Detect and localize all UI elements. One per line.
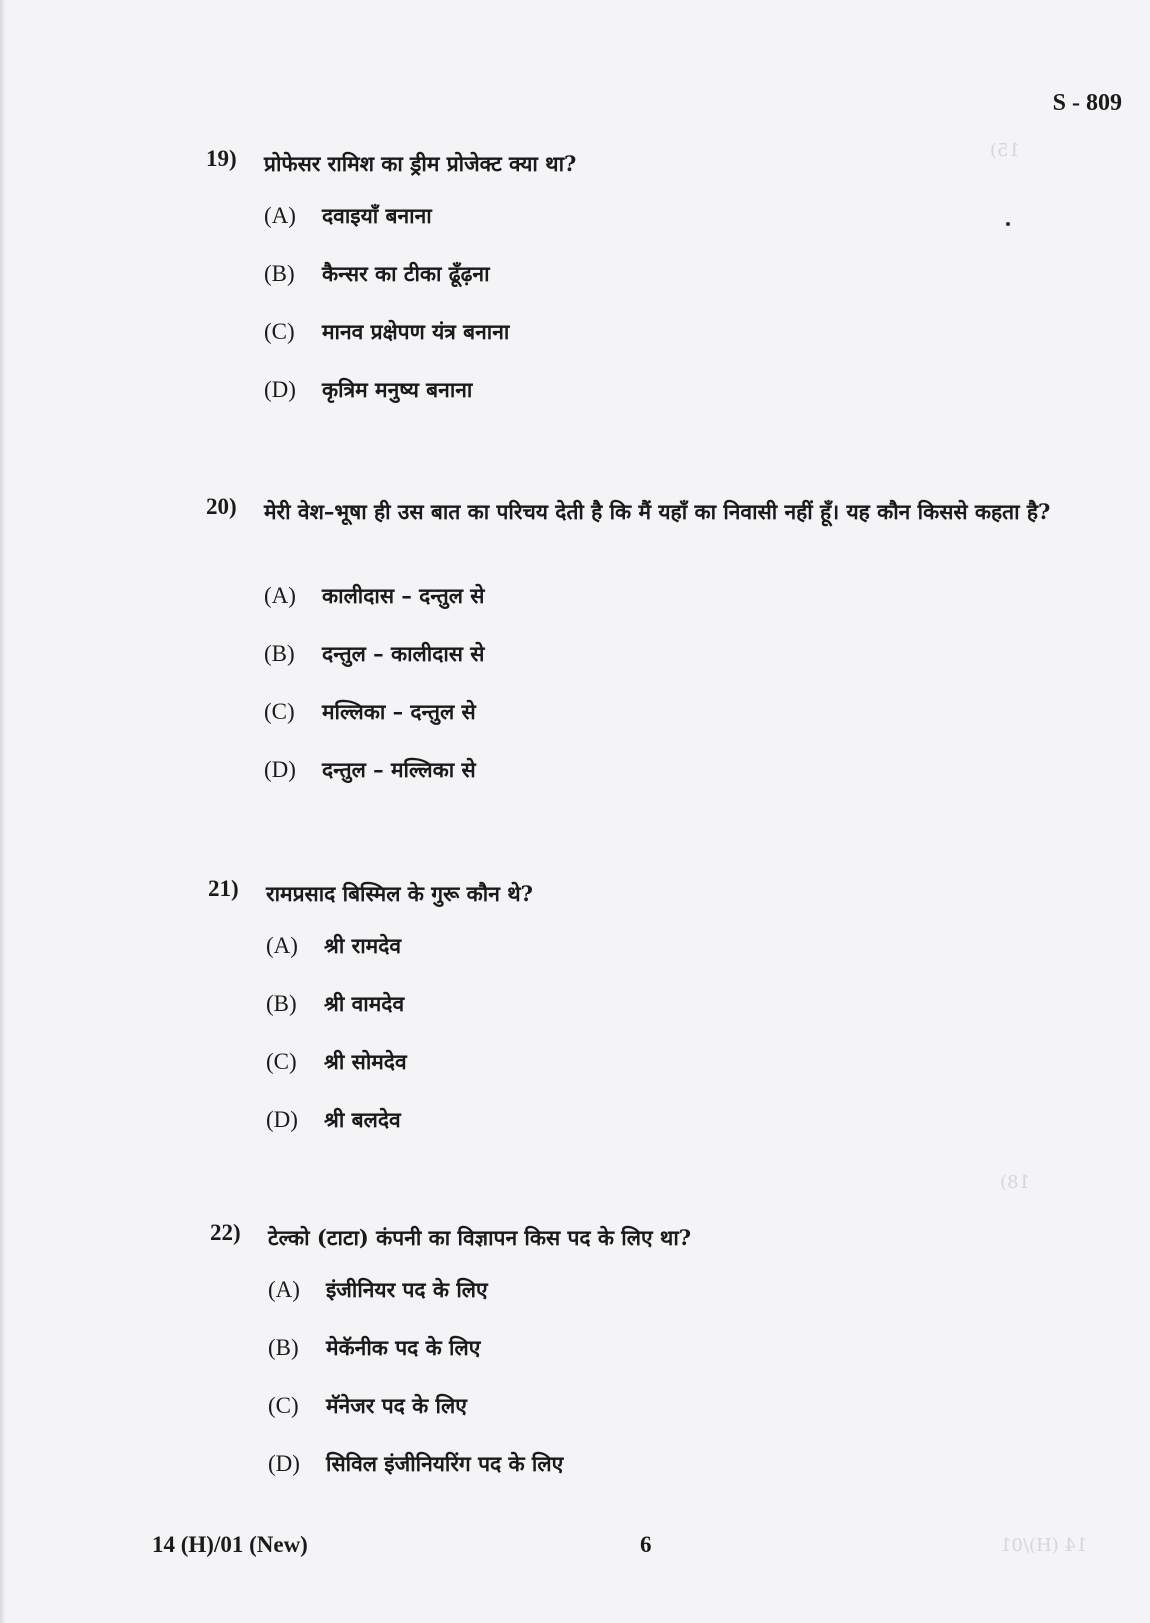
option-text: श्री वामदेव bbox=[324, 991, 405, 1016]
question-number: 21) bbox=[208, 876, 239, 901]
option-d bbox=[268, 1450, 563, 1478]
option-a bbox=[264, 202, 432, 230]
option-letter: (C) bbox=[264, 319, 295, 344]
option-c bbox=[264, 318, 509, 346]
show-through-footer: 14 (H)/01 bbox=[1000, 1535, 1088, 1556]
option-b bbox=[266, 990, 404, 1018]
question-text: टेल्को (टाटा) कंपनी का विज्ञापन किस पद के लिए था? bbox=[268, 1225, 692, 1250]
option-letter: (A) bbox=[264, 583, 296, 608]
option-letter: (A) bbox=[264, 203, 296, 228]
option-text: मल्लिका – दन्तुल से bbox=[322, 699, 476, 724]
question-number: 19) bbox=[206, 146, 237, 171]
option-text: दन्तुल – मल्लिका से bbox=[322, 757, 476, 782]
option-letter: (D) bbox=[264, 757, 296, 782]
show-through-18: 18) bbox=[1000, 1172, 1030, 1193]
question-number: 22) bbox=[210, 1220, 241, 1245]
option-a bbox=[266, 932, 401, 960]
option-text: दन्तुल – कालीदास से bbox=[322, 641, 485, 666]
option-b bbox=[268, 1334, 480, 1362]
question-text: रामप्रसाद बिस्मिल के गुरू कौन थे? bbox=[266, 881, 533, 906]
option-letter: (B) bbox=[266, 991, 297, 1016]
option-text: मानव प्रक्षेपण यंत्र बनाना bbox=[322, 319, 510, 344]
page-number: 6 bbox=[640, 1532, 652, 1557]
option-letter: (A) bbox=[266, 933, 298, 958]
option-b bbox=[264, 640, 485, 668]
option-text: कालीदास – दन्तुल से bbox=[322, 583, 485, 608]
question-number: 20) bbox=[206, 494, 237, 519]
option-c bbox=[268, 1392, 467, 1420]
option-text: मॅनेजर पद के लिए bbox=[326, 1393, 467, 1418]
option-a bbox=[264, 582, 485, 610]
option-letter: (D) bbox=[264, 377, 296, 402]
option-letter: (D) bbox=[268, 1451, 300, 1476]
paper-code: S - 809 bbox=[1052, 90, 1122, 116]
option-letter: (C) bbox=[266, 1049, 297, 1074]
option-letter: (A) bbox=[268, 1277, 300, 1302]
option-letter: (C) bbox=[264, 699, 295, 724]
option-text: सिविल इंजीनियरिंग पद के लिए bbox=[326, 1451, 564, 1476]
option-d bbox=[266, 1106, 401, 1134]
option-a bbox=[268, 1276, 488, 1304]
option-text: श्री बलदेव bbox=[324, 1107, 401, 1132]
option-text: श्री सोमदेव bbox=[324, 1049, 407, 1074]
option-letter: (B) bbox=[264, 641, 295, 666]
speck bbox=[1006, 222, 1010, 226]
option-text: कैन्सर का टीका ढूँढ़ना bbox=[322, 261, 490, 286]
option-text: श्री रामदेव bbox=[324, 933, 402, 958]
option-b bbox=[264, 260, 490, 288]
show-through-15: 15) bbox=[990, 140, 1020, 161]
option-letter: (B) bbox=[264, 261, 295, 286]
option-c bbox=[266, 1048, 407, 1076]
option-text: मेकॅनीक पद के लिए bbox=[326, 1335, 481, 1360]
option-d bbox=[264, 756, 476, 784]
question-text: मेरी वेश–भूषा ही उस बात का परिचय देती है कि मैं यहाँ का निवासी नहीं हूँ। यह कौन किससे कहता है? bbox=[264, 499, 1051, 524]
question-text: प्रोफेसर रामिश का ड्रीम प्रोजेक्ट क्या था? bbox=[264, 151, 577, 176]
option-text: दवाइयाँ बनाना bbox=[322, 203, 432, 228]
option-letter: (D) bbox=[266, 1107, 298, 1132]
option-text: इंजीनियर पद के लिए bbox=[326, 1277, 488, 1302]
footer-paper-code: 14 (H)/01 (New) bbox=[152, 1532, 308, 1557]
option-text: कृत्रिम मनुष्य बनाना bbox=[322, 377, 473, 402]
page-edge bbox=[0, 0, 6, 1623]
option-letter: (C) bbox=[268, 1393, 299, 1418]
option-letter: (B) bbox=[268, 1335, 299, 1360]
option-c bbox=[264, 698, 476, 726]
option-d bbox=[264, 376, 472, 404]
